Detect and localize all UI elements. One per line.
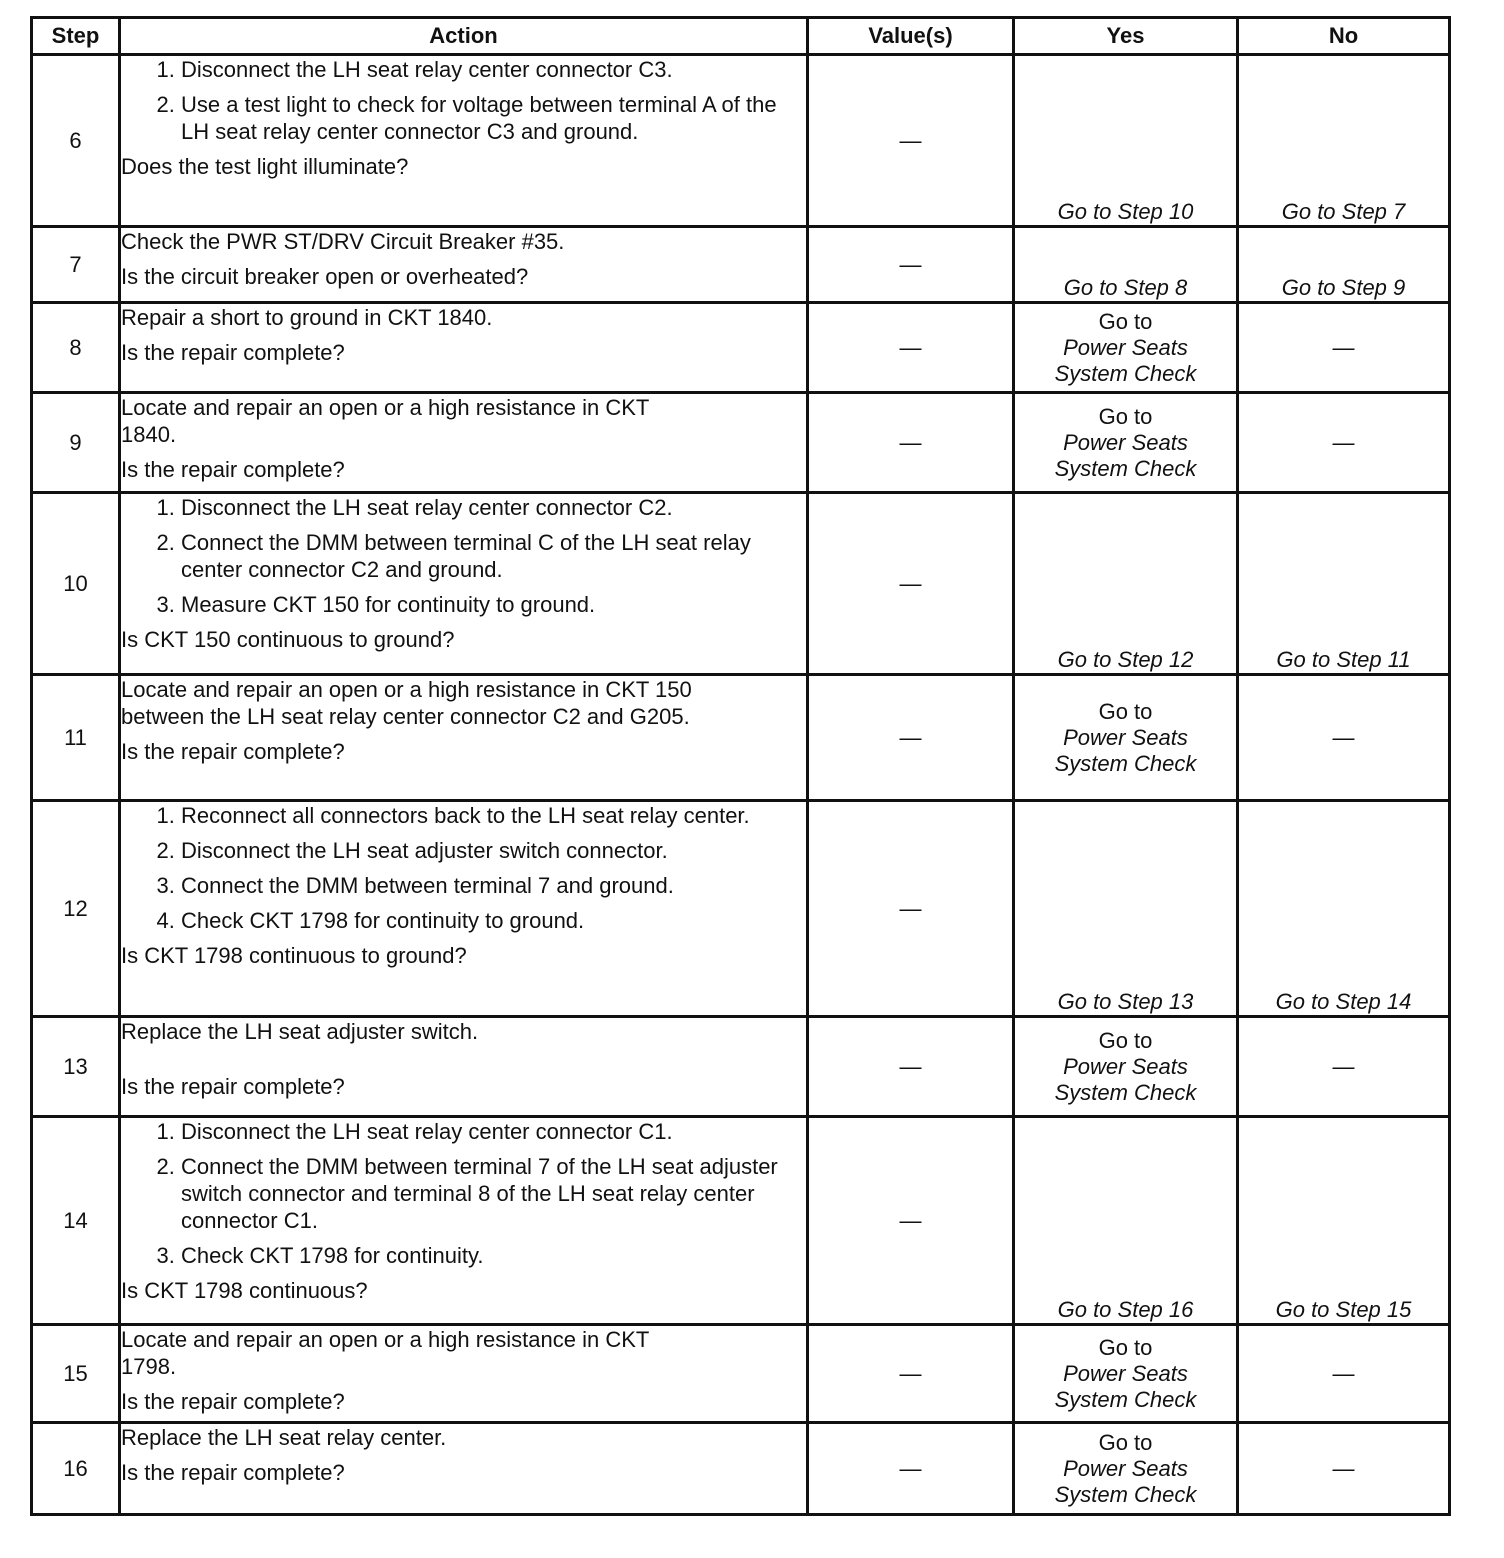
goto-target: Power Seats bbox=[1063, 1455, 1188, 1481]
header-yes: Yes bbox=[1014, 18, 1238, 55]
no-cell: — bbox=[1238, 393, 1450, 493]
action-item: 4. Check CKT 1798 for continuity to ground. bbox=[181, 907, 806, 934]
action-item: 1. Disconnect the LH seat relay center connector C2. bbox=[181, 494, 806, 521]
table-row bbox=[32, 1423, 1450, 1515]
yes-cell: Go to Step 10 bbox=[1014, 55, 1238, 227]
table-row bbox=[32, 1017, 1450, 1117]
table-row bbox=[32, 1117, 1450, 1325]
action-cell bbox=[120, 393, 808, 493]
action-text: Locate and repair an open or a high resistance in CKT 1798. bbox=[121, 1327, 649, 1379]
no-cell: Go to Step 15 bbox=[1238, 1117, 1450, 1325]
value-cell: — bbox=[808, 1117, 1014, 1325]
action-text: Repair a short to ground in CKT 1840. bbox=[121, 305, 493, 330]
action-item: 1. Disconnect the LH seat relay center connector C3. bbox=[181, 56, 806, 83]
action-question: Is the repair complete? bbox=[121, 457, 345, 482]
action-item: 3. Measure CKT 150 for continuity to ground. bbox=[181, 591, 806, 618]
no-cell: Go to Step 9 bbox=[1238, 227, 1450, 303]
goto-target: Power Seats bbox=[1063, 724, 1188, 750]
header-values: Value(s) bbox=[808, 18, 1014, 55]
diagnostic-table bbox=[30, 16, 1451, 1516]
no-cell: — bbox=[1238, 303, 1450, 393]
action-list bbox=[121, 802, 806, 934]
header-action: Action bbox=[120, 18, 808, 55]
action-cell bbox=[120, 493, 808, 675]
step-number: 8 bbox=[32, 303, 120, 393]
goto-target: System Check bbox=[1054, 1386, 1197, 1412]
action-question: Is the repair complete? bbox=[121, 739, 345, 764]
goto-label: Go to bbox=[1098, 1429, 1153, 1455]
action-cell bbox=[120, 55, 808, 227]
action-cell bbox=[120, 1325, 808, 1423]
table-row bbox=[32, 55, 1450, 227]
step-number: 9 bbox=[32, 393, 120, 493]
action-text: Replace the LH seat relay center. bbox=[121, 1425, 447, 1450]
no-cell: — bbox=[1238, 675, 1450, 801]
yes-cell bbox=[1014, 675, 1238, 801]
action-item: 2. Disconnect the LH seat adjuster switch connector. bbox=[181, 837, 806, 864]
header-step: Step bbox=[32, 18, 120, 55]
no-cell: — bbox=[1238, 1017, 1450, 1117]
value-cell: — bbox=[808, 1017, 1014, 1117]
table-row bbox=[32, 1325, 1450, 1423]
value-cell: — bbox=[808, 1325, 1014, 1423]
value-cell: — bbox=[808, 227, 1014, 303]
value-cell: — bbox=[808, 493, 1014, 675]
table-row bbox=[32, 493, 1450, 675]
action-list bbox=[121, 494, 806, 618]
action-cell bbox=[120, 303, 808, 393]
table-row bbox=[32, 303, 1450, 393]
value-cell: — bbox=[808, 801, 1014, 1017]
action-text: Locate and repair an open or a high resistance in CKT 1840. bbox=[121, 395, 649, 447]
goto-label: Go to bbox=[1098, 1334, 1153, 1360]
table-row bbox=[32, 801, 1450, 1017]
no-cell: Go to Step 7 bbox=[1238, 55, 1450, 227]
value-cell: — bbox=[808, 393, 1014, 493]
action-question: Is the repair complete? bbox=[121, 1460, 345, 1485]
value-cell: — bbox=[808, 675, 1014, 801]
no-cell: — bbox=[1238, 1423, 1450, 1515]
goto-label: Go to bbox=[1098, 308, 1153, 334]
yes-cell: Go to Step 16 bbox=[1014, 1117, 1238, 1325]
action-text: Locate and repair an open or a high resistance in CKT 150 between the LH seat relay center connector C2 and G205. bbox=[121, 677, 692, 729]
action-cell bbox=[120, 1423, 808, 1515]
step-number: 11 bbox=[32, 675, 120, 801]
no-cell: — bbox=[1238, 1325, 1450, 1423]
action-item: 3. Connect the DMM between terminal 7 and ground. bbox=[181, 872, 806, 899]
action-list bbox=[121, 56, 806, 145]
action-question: Is the repair complete? bbox=[121, 340, 345, 365]
step-number: 14 bbox=[32, 1117, 120, 1325]
value-cell: — bbox=[808, 303, 1014, 393]
action-question: Does the test light illuminate? bbox=[121, 154, 409, 179]
action-cell bbox=[120, 1017, 808, 1117]
yes-cell bbox=[1014, 393, 1238, 493]
yes-cell bbox=[1014, 1017, 1238, 1117]
yes-cell: Go to Step 12 bbox=[1014, 493, 1238, 675]
no-cell: Go to Step 14 bbox=[1238, 801, 1450, 1017]
action-cell bbox=[120, 675, 808, 801]
goto-target: Power Seats bbox=[1063, 1360, 1188, 1386]
action-question: Is the repair complete? bbox=[121, 1389, 345, 1414]
goto-label: Go to bbox=[1098, 403, 1153, 429]
yes-cell: Go to Step 13 bbox=[1014, 801, 1238, 1017]
no-cell: Go to Step 11 bbox=[1238, 493, 1450, 675]
action-item: 2. Use a test light to check for voltage between terminal A of the LH seat relay center connector C3 and ground. bbox=[181, 91, 806, 145]
step-number: 15 bbox=[32, 1325, 120, 1423]
action-item: 2. Connect the DMM between terminal C of the LH seat relay center connector C2 and ground. bbox=[181, 529, 806, 583]
action-text: Check the PWR ST/DRV Circuit Breaker #35. bbox=[121, 229, 565, 254]
goto-target: Power Seats bbox=[1063, 1053, 1188, 1079]
action-question: Is the repair complete? bbox=[121, 1074, 345, 1099]
step-number: 13 bbox=[32, 1017, 120, 1117]
step-number: 10 bbox=[32, 493, 120, 675]
action-question: Is CKT 1798 continuous? bbox=[121, 1278, 368, 1303]
goto-target: System Check bbox=[1054, 455, 1197, 481]
action-item: 1. Disconnect the LH seat relay center connector C1. bbox=[181, 1118, 806, 1145]
table-row bbox=[32, 675, 1450, 801]
goto-target: System Check bbox=[1054, 1079, 1197, 1105]
action-question: Is CKT 1798 continuous to ground? bbox=[121, 943, 467, 968]
action-cell bbox=[120, 1117, 808, 1325]
goto-target: Power Seats bbox=[1063, 334, 1188, 360]
yes-cell: Go to Step 8 bbox=[1014, 227, 1238, 303]
action-cell bbox=[120, 801, 808, 1017]
goto-target: Power Seats bbox=[1063, 429, 1188, 455]
action-item: 3. Check CKT 1798 for continuity. bbox=[181, 1242, 806, 1269]
header-no: No bbox=[1238, 18, 1450, 55]
action-list bbox=[121, 1118, 806, 1269]
goto-target: System Check bbox=[1054, 1481, 1197, 1507]
table-row bbox=[32, 227, 1450, 303]
value-cell: — bbox=[808, 1423, 1014, 1515]
step-number: 6 bbox=[32, 55, 120, 227]
action-text: Replace the LH seat adjuster switch. bbox=[121, 1019, 479, 1044]
step-number: 16 bbox=[32, 1423, 120, 1515]
table-row bbox=[32, 393, 1450, 493]
yes-cell bbox=[1014, 1423, 1238, 1515]
action-question: Is CKT 150 continuous to ground? bbox=[121, 627, 455, 652]
goto-label: Go to bbox=[1098, 698, 1153, 724]
step-number: 12 bbox=[32, 801, 120, 1017]
action-question: Is the circuit breaker open or overheated? bbox=[121, 264, 529, 289]
action-item: 1. Reconnect all connectors back to the LH seat relay center. bbox=[181, 802, 806, 829]
step-number: 7 bbox=[32, 227, 120, 303]
value-cell: — bbox=[808, 55, 1014, 227]
yes-cell bbox=[1014, 303, 1238, 393]
action-cell bbox=[120, 227, 808, 303]
action-item: 2. Connect the DMM between terminal 7 of the LH seat adjuster switch connector and terminal 8 of the LH seat relay center connector C1. bbox=[181, 1153, 806, 1234]
goto-target: System Check bbox=[1054, 750, 1197, 776]
goto-label: Go to bbox=[1098, 1027, 1153, 1053]
goto-target: System Check bbox=[1054, 360, 1197, 386]
yes-cell bbox=[1014, 1325, 1238, 1423]
header-row bbox=[32, 18, 1450, 55]
